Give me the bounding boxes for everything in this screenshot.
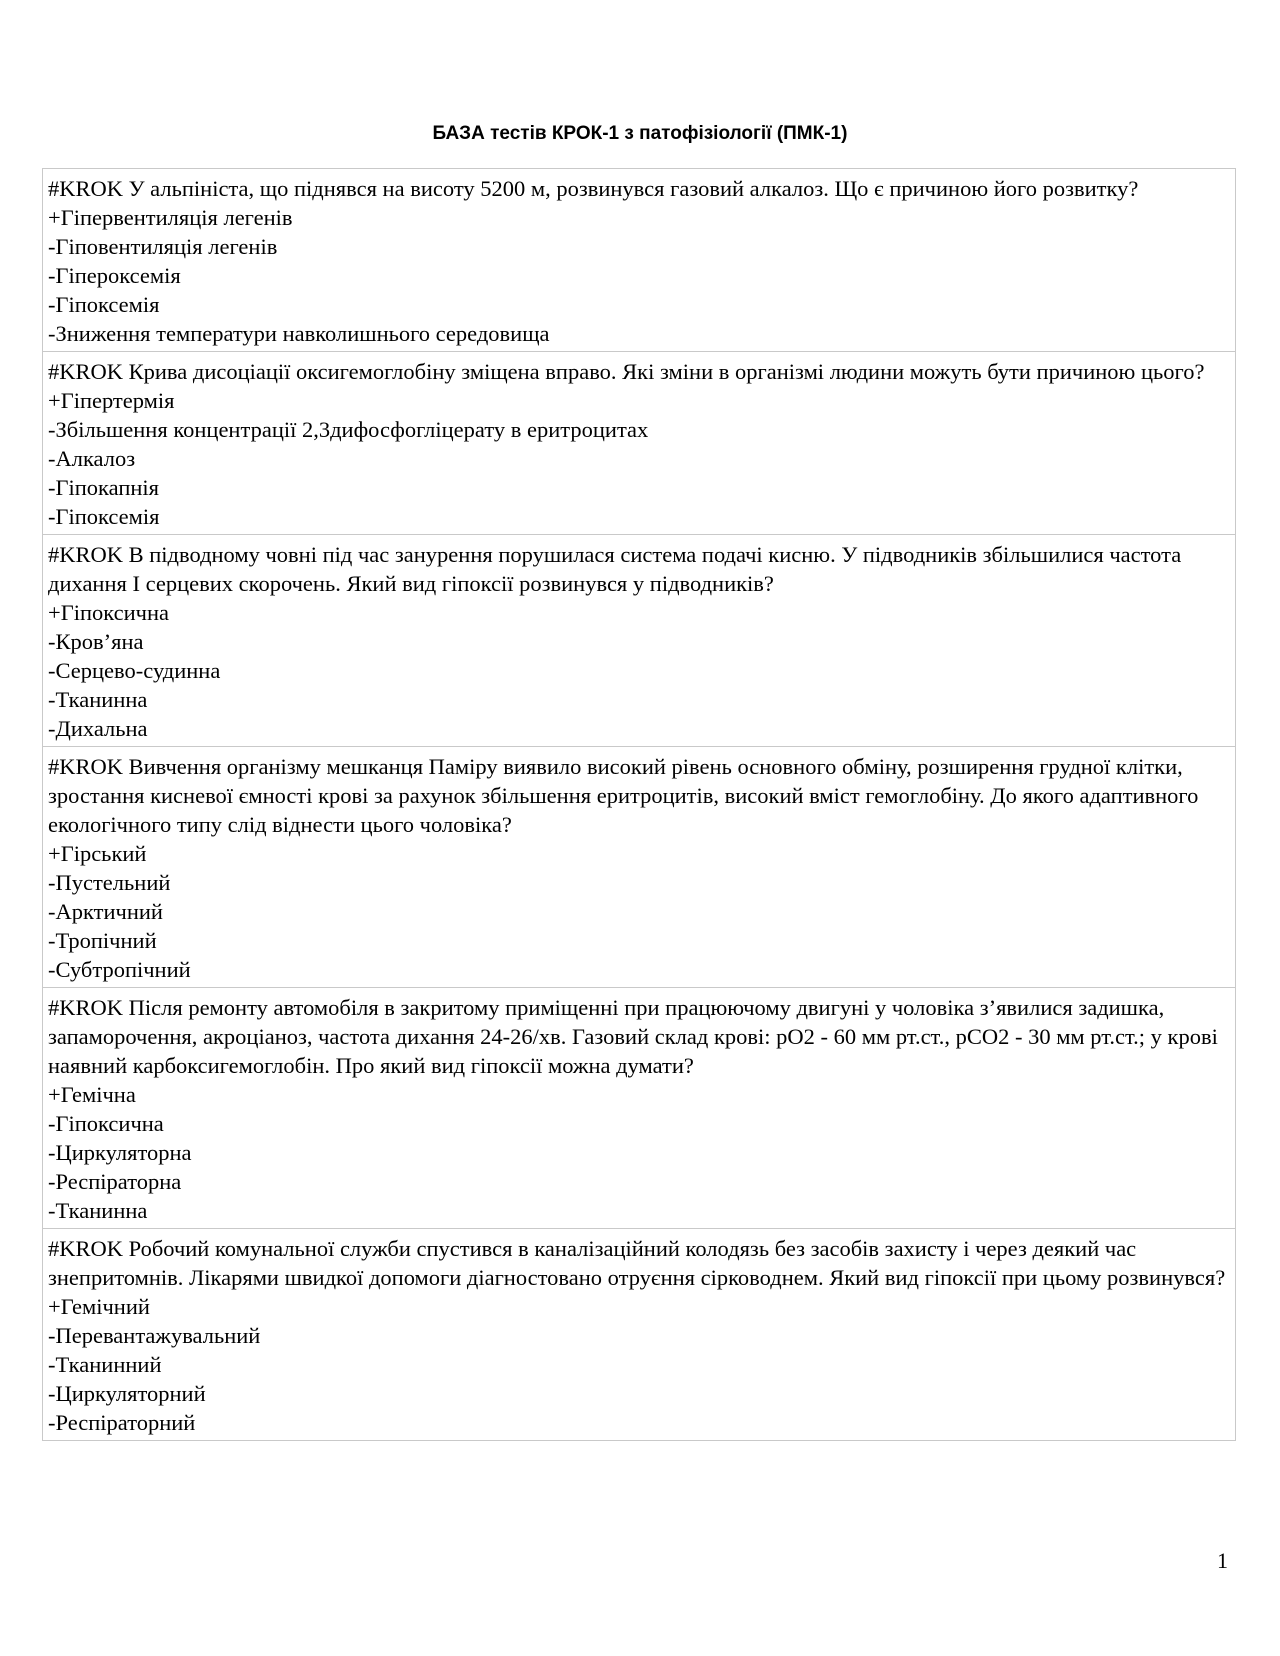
answer-option-correct: +Гемічна (48, 1082, 136, 1107)
answer-option: -Тканинна (48, 1198, 148, 1223)
question-cell (43, 988, 1236, 1229)
question-text: #KROK В підводному човні під час занурення порушилася система подачі кисню. У підводників збільшилися частота дихання І серцевих скорочень. Який вид гіпоксії розвинувся у підводників? (48, 542, 1182, 596)
answer-option: -Алкалоз (48, 446, 136, 471)
answer-option: -Серцево-судинна (48, 658, 221, 683)
answer-option: -Дихальна (48, 716, 148, 741)
answer-option: -Гіпоксична (48, 1111, 164, 1136)
question-text: #KROK Робочий комунальної служби спустився в каналізаційний колодязь без засобів захисту і через деякий час знепритомнів. Лікарями швидкої допомоги діагностовано отруєння сірководнем. Який вид гіпоксії при цьому розвинувся? (48, 1236, 1226, 1290)
answer-option: -Зниження температури навколишнього середовища (48, 321, 550, 346)
answer-option: -Гіповентиляція легенів (48, 234, 278, 259)
page-number: 1 (1217, 1548, 1228, 1573)
answer-option: -Субтропічний (48, 957, 191, 982)
question-cell (43, 747, 1236, 988)
answer-option: -Гіпоксемія (48, 292, 160, 317)
answer-option: -Кров’яна (48, 629, 144, 654)
question-text: #KROK Після ремонту автомобіля в закритому приміщенні при працюючому двигуні у чоловіка з’явилися задишка, запаморочення, акроціаноз, частота дихання 24-26/хв. Газовий склад крові: pO2 - 60 мм рт.ст., pCO2 - 30 мм рт.ст.; у крові наявний карбоксигемоглобін. Про який вид гіпоксії можна думати? (48, 995, 1218, 1078)
question-cell (43, 1229, 1236, 1441)
question-cell (43, 535, 1236, 747)
answer-option: -Збільшення концентрації 2,3дифосфогліцерату в еритроцитах (48, 417, 649, 442)
question-text: #KROK У альпініста, що піднявся на висоту 5200 м, розвинувся газовий алкалоз. Що є причиною його розвитку? (48, 176, 1139, 201)
question-row (43, 747, 1236, 988)
answer-option-correct: +Гемічний (48, 1294, 150, 1319)
question-text: #KROK Крива дисоціації оксигемоглобіну зміщена вправо. Які зміни в організмі людини можуть бути причиною цього? (48, 359, 1205, 384)
answer-option: -Гіпокапнія (48, 475, 160, 500)
answer-option: -Тропічний (48, 928, 157, 953)
question-row (43, 169, 1236, 352)
question-table (42, 168, 1236, 1441)
question-cell (43, 352, 1236, 535)
answer-option: -Гіпоксемія (48, 504, 160, 529)
answer-option-correct: +Гірський (48, 841, 147, 866)
question-cell (43, 169, 1236, 352)
answer-option-correct: +Гіпертермія (48, 388, 175, 413)
question-text: #KROK Вивчення організму мешканця Паміру виявило високий рівень основного обміну, розширення грудної клітки, зростання кисневої ємності крові за рахунок збільшення еритроцитів, високий вміст гемоглобіну. До якого адаптивного екологічного типу слід віднести цього чоловіка? (48, 754, 1199, 837)
question-row (43, 988, 1236, 1229)
answer-option-correct: +Гіпоксична (48, 600, 169, 625)
answer-option: -Пустельний (48, 870, 171, 895)
answer-option: -Респіраторний (48, 1410, 196, 1435)
question-row (43, 535, 1236, 747)
answer-option: -Респіраторна (48, 1169, 182, 1194)
question-row (43, 1229, 1236, 1441)
answer-option: -Тканинний (48, 1352, 162, 1377)
answer-option: -Тканинна (48, 687, 148, 712)
answer-option: -Гіпероксемія (48, 263, 181, 288)
answer-option-correct: +Гіпервентиляція легенів (48, 205, 293, 230)
question-row (43, 352, 1236, 535)
answer-option: -Перевантажувальний (48, 1323, 261, 1348)
answer-option: -Циркуляторний (48, 1381, 206, 1406)
answer-option: -Циркуляторна (48, 1140, 192, 1165)
answer-option: -Арктичний (48, 899, 163, 924)
document-title: БАЗА тестів КРОК-1 з патофізіології (ПМК-1) (432, 123, 848, 144)
